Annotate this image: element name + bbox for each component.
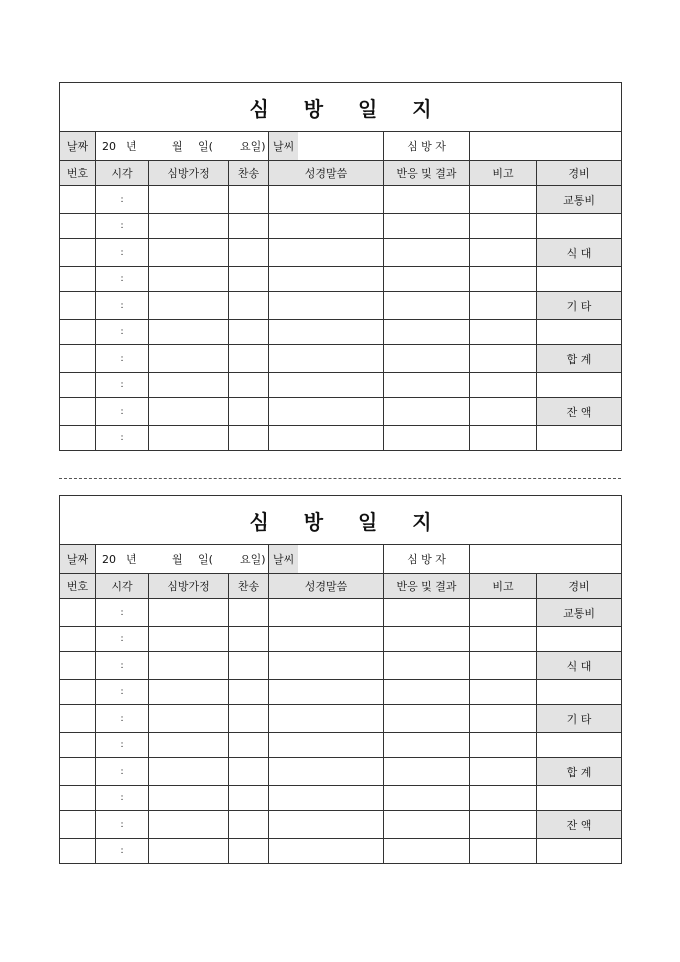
household-cell[interactable]	[149, 267, 229, 292]
scripture-cell[interactable]	[269, 373, 384, 398]
col-response: 반응 및 결과	[384, 161, 470, 186]
number-cell[interactable]	[60, 345, 96, 373]
visit-log-table	[59, 495, 622, 864]
scripture-cell[interactable]	[269, 599, 384, 627]
table-row	[60, 398, 622, 426]
visitor-label: 심 방 자	[384, 132, 470, 161]
time-cell[interactable]: :	[96, 214, 149, 239]
number-cell[interactable]	[60, 627, 96, 652]
response-cell[interactable]	[384, 426, 470, 451]
hymn-cell[interactable]	[229, 680, 269, 705]
number-cell[interactable]	[60, 214, 96, 239]
table-row	[60, 680, 622, 705]
table-row	[60, 627, 622, 652]
col-remarks: 비고	[470, 574, 537, 599]
date-field[interactable]: 20 년 월 일( 요일)	[96, 132, 269, 161]
expense-cell	[537, 373, 622, 398]
time-cell[interactable]: :	[96, 345, 149, 373]
remarks-cell[interactable]	[470, 214, 537, 239]
number-cell[interactable]	[60, 811, 96, 839]
expense-cell: 합 계	[537, 345, 622, 373]
scripture-cell[interactable]	[269, 627, 384, 652]
scripture-cell[interactable]	[269, 733, 384, 758]
time-cell[interactable]: :	[96, 786, 149, 811]
scripture-cell[interactable]	[269, 758, 384, 786]
remarks-cell[interactable]	[470, 426, 537, 451]
response-cell[interactable]	[384, 680, 470, 705]
remarks-cell[interactable]	[470, 373, 537, 398]
number-cell[interactable]	[60, 705, 96, 733]
household-cell[interactable]	[149, 320, 229, 345]
remarks-cell[interactable]	[470, 320, 537, 345]
hymn-cell[interactable]	[229, 186, 269, 214]
expense-cell	[537, 267, 622, 292]
date-field[interactable]: 20 년 월 일( 요일)	[96, 545, 269, 574]
household-cell[interactable]	[149, 705, 229, 733]
scripture-cell[interactable]	[269, 214, 384, 239]
hymn-cell[interactable]	[229, 811, 269, 839]
hymn-cell[interactable]	[229, 345, 269, 373]
col-scripture: 성경말씀	[269, 574, 384, 599]
col-number: 번호	[60, 161, 96, 186]
expense-cell: 식 대	[537, 239, 622, 267]
col-household: 심방가정	[149, 161, 229, 186]
visit-log-table	[59, 82, 622, 451]
expense-cell	[537, 320, 622, 345]
hymn-cell[interactable]	[229, 652, 269, 680]
time-cell[interactable]: :	[96, 267, 149, 292]
weather-cell[interactable]	[269, 132, 384, 161]
hymn-cell[interactable]	[229, 599, 269, 627]
time-cell[interactable]: :	[96, 292, 149, 320]
household-cell[interactable]	[149, 758, 229, 786]
hymn-cell[interactable]	[229, 786, 269, 811]
household-cell[interactable]	[149, 426, 229, 451]
expense-cell	[537, 786, 622, 811]
visitor-field[interactable]	[470, 132, 622, 161]
table-row	[60, 373, 622, 398]
col-time: 시각	[96, 161, 149, 186]
scripture-cell[interactable]	[269, 292, 384, 320]
response-cell[interactable]	[384, 320, 470, 345]
expense-cell: 식 대	[537, 652, 622, 680]
time-cell[interactable]: :	[96, 733, 149, 758]
number-cell[interactable]	[60, 320, 96, 345]
remarks-cell[interactable]	[470, 811, 537, 839]
response-cell[interactable]	[384, 733, 470, 758]
number-cell[interactable]	[60, 758, 96, 786]
household-cell[interactable]	[149, 239, 229, 267]
weather-label: 날씨	[269, 132, 298, 160]
table-row	[60, 267, 622, 292]
col-hymn: 찬송	[229, 574, 269, 599]
response-cell[interactable]	[384, 652, 470, 680]
number-cell[interactable]	[60, 398, 96, 426]
column-header-row	[60, 574, 622, 599]
hymn-cell[interactable]	[229, 373, 269, 398]
table-row	[60, 839, 622, 864]
log-rows	[60, 599, 622, 864]
table-row	[60, 705, 622, 733]
cut-line	[59, 478, 621, 479]
household-cell[interactable]	[149, 599, 229, 627]
expense-cell	[537, 627, 622, 652]
household-cell[interactable]	[149, 786, 229, 811]
table-row	[60, 758, 622, 786]
response-cell[interactable]	[384, 345, 470, 373]
expense-cell: 합 계	[537, 758, 622, 786]
number-cell[interactable]	[60, 292, 96, 320]
hymn-cell[interactable]	[229, 426, 269, 451]
col-remarks: 비고	[470, 161, 537, 186]
remarks-cell[interactable]	[470, 680, 537, 705]
remarks-cell[interactable]	[470, 786, 537, 811]
col-expense: 경비	[537, 574, 622, 599]
scripture-cell[interactable]	[269, 839, 384, 864]
number-cell[interactable]	[60, 786, 96, 811]
scripture-cell[interactable]	[269, 345, 384, 373]
table-row	[60, 292, 622, 320]
response-cell[interactable]	[384, 705, 470, 733]
number-cell[interactable]	[60, 652, 96, 680]
hymn-cell[interactable]	[229, 627, 269, 652]
scripture-cell[interactable]	[269, 239, 384, 267]
remarks-cell[interactable]	[470, 267, 537, 292]
col-household: 심방가정	[149, 574, 229, 599]
response-cell[interactable]	[384, 627, 470, 652]
table-row	[60, 345, 622, 373]
table-row	[60, 214, 622, 239]
expense-cell	[537, 839, 622, 864]
log-rows	[60, 186, 622, 451]
scripture-cell[interactable]	[269, 786, 384, 811]
household-cell[interactable]	[149, 627, 229, 652]
time-cell[interactable]: :	[96, 239, 149, 267]
col-scripture: 성경말씀	[269, 161, 384, 186]
time-cell[interactable]: :	[96, 811, 149, 839]
expense-cell	[537, 733, 622, 758]
table-row	[60, 786, 622, 811]
visitor-label: 심 방 자	[384, 545, 470, 574]
time-cell[interactable]: :	[96, 839, 149, 864]
time-cell[interactable]: :	[96, 680, 149, 705]
scripture-cell[interactable]	[269, 652, 384, 680]
response-cell[interactable]	[384, 398, 470, 426]
scripture-cell[interactable]	[269, 811, 384, 839]
scripture-cell[interactable]	[269, 186, 384, 214]
scripture-cell[interactable]	[269, 398, 384, 426]
col-time: 시각	[96, 574, 149, 599]
number-cell[interactable]	[60, 680, 96, 705]
household-cell[interactable]	[149, 292, 229, 320]
number-cell[interactable]	[60, 839, 96, 864]
expense-cell: 교통비	[537, 186, 622, 214]
table-row	[60, 186, 622, 214]
table-row	[60, 320, 622, 345]
expense-cell: 잔 액	[537, 811, 622, 839]
response-cell[interactable]	[384, 758, 470, 786]
time-cell[interactable]: :	[96, 758, 149, 786]
expense-cell: 기 타	[537, 292, 622, 320]
col-response: 반응 및 결과	[384, 574, 470, 599]
household-cell[interactable]	[149, 398, 229, 426]
table-row	[60, 652, 622, 680]
number-cell[interactable]	[60, 426, 96, 451]
table-row	[60, 239, 622, 267]
remarks-cell[interactable]	[470, 758, 537, 786]
household-cell[interactable]	[149, 214, 229, 239]
household-cell[interactable]	[149, 680, 229, 705]
response-cell[interactable]	[384, 267, 470, 292]
response-cell[interactable]	[384, 599, 470, 627]
remarks-cell[interactable]	[470, 292, 537, 320]
visit-log-form-1	[59, 82, 621, 451]
number-cell[interactable]	[60, 373, 96, 398]
time-cell[interactable]: :	[96, 373, 149, 398]
table-row	[60, 426, 622, 451]
household-cell[interactable]	[149, 733, 229, 758]
remarks-cell[interactable]	[470, 398, 537, 426]
time-cell[interactable]: :	[96, 426, 149, 451]
response-cell[interactable]	[384, 373, 470, 398]
household-cell[interactable]	[149, 652, 229, 680]
expense-cell	[537, 426, 622, 451]
col-expense: 경비	[537, 161, 622, 186]
time-cell[interactable]: :	[96, 186, 149, 214]
remarks-cell[interactable]	[470, 705, 537, 733]
remarks-cell[interactable]	[470, 239, 537, 267]
number-cell[interactable]	[60, 599, 96, 627]
expense-cell	[537, 214, 622, 239]
remarks-cell[interactable]	[470, 652, 537, 680]
remarks-cell[interactable]	[470, 345, 537, 373]
time-cell[interactable]: :	[96, 320, 149, 345]
time-cell[interactable]: :	[96, 705, 149, 733]
response-cell[interactable]	[384, 186, 470, 214]
remarks-cell[interactable]	[470, 186, 537, 214]
hymn-cell[interactable]	[229, 320, 269, 345]
column-header-row	[60, 161, 622, 186]
remarks-cell[interactable]	[470, 627, 537, 652]
expense-cell: 잔 액	[537, 398, 622, 426]
response-cell[interactable]	[384, 239, 470, 267]
scripture-cell[interactable]	[269, 267, 384, 292]
household-cell[interactable]	[149, 345, 229, 373]
form-title: 심 방 일 지	[60, 496, 622, 545]
household-cell[interactable]	[149, 839, 229, 864]
col-number: 번호	[60, 574, 96, 599]
household-cell[interactable]	[149, 373, 229, 398]
hymn-cell[interactable]	[229, 239, 269, 267]
hymn-cell[interactable]	[229, 705, 269, 733]
number-cell[interactable]	[60, 733, 96, 758]
response-cell[interactable]	[384, 811, 470, 839]
scripture-cell[interactable]	[269, 705, 384, 733]
hymn-cell[interactable]	[229, 267, 269, 292]
weather-label: 날씨	[269, 545, 298, 573]
scripture-cell[interactable]	[269, 680, 384, 705]
response-cell[interactable]	[384, 839, 470, 864]
weather-cell[interactable]	[269, 545, 384, 574]
date-label: 날짜	[60, 132, 96, 161]
number-cell[interactable]	[60, 239, 96, 267]
response-cell[interactable]	[384, 292, 470, 320]
form-title: 심 방 일 지	[60, 83, 622, 132]
date-label: 날짜	[60, 545, 96, 574]
household-cell[interactable]	[149, 811, 229, 839]
scripture-cell[interactable]	[269, 426, 384, 451]
remarks-cell[interactable]	[470, 733, 537, 758]
scripture-cell[interactable]	[269, 320, 384, 345]
visitor-field[interactable]	[470, 545, 622, 574]
response-cell[interactable]	[384, 786, 470, 811]
time-cell[interactable]: :	[96, 652, 149, 680]
table-row	[60, 599, 622, 627]
hymn-cell[interactable]	[229, 758, 269, 786]
number-cell[interactable]	[60, 186, 96, 214]
expense-cell: 교통비	[537, 599, 622, 627]
response-cell[interactable]	[384, 214, 470, 239]
remarks-cell[interactable]	[470, 839, 537, 864]
table-row	[60, 811, 622, 839]
remarks-cell[interactable]	[470, 599, 537, 627]
time-cell[interactable]: :	[96, 627, 149, 652]
household-cell[interactable]	[149, 186, 229, 214]
hymn-cell[interactable]	[229, 292, 269, 320]
hymn-cell[interactable]	[229, 398, 269, 426]
visit-log-form-2	[59, 495, 621, 864]
time-cell[interactable]: :	[96, 599, 149, 627]
number-cell[interactable]	[60, 267, 96, 292]
table-row	[60, 733, 622, 758]
expense-cell: 기 타	[537, 705, 622, 733]
expense-cell	[537, 680, 622, 705]
hymn-cell[interactable]	[229, 214, 269, 239]
time-cell[interactable]: :	[96, 398, 149, 426]
hymn-cell[interactable]	[229, 839, 269, 864]
col-hymn: 찬송	[229, 161, 269, 186]
hymn-cell[interactable]	[229, 733, 269, 758]
